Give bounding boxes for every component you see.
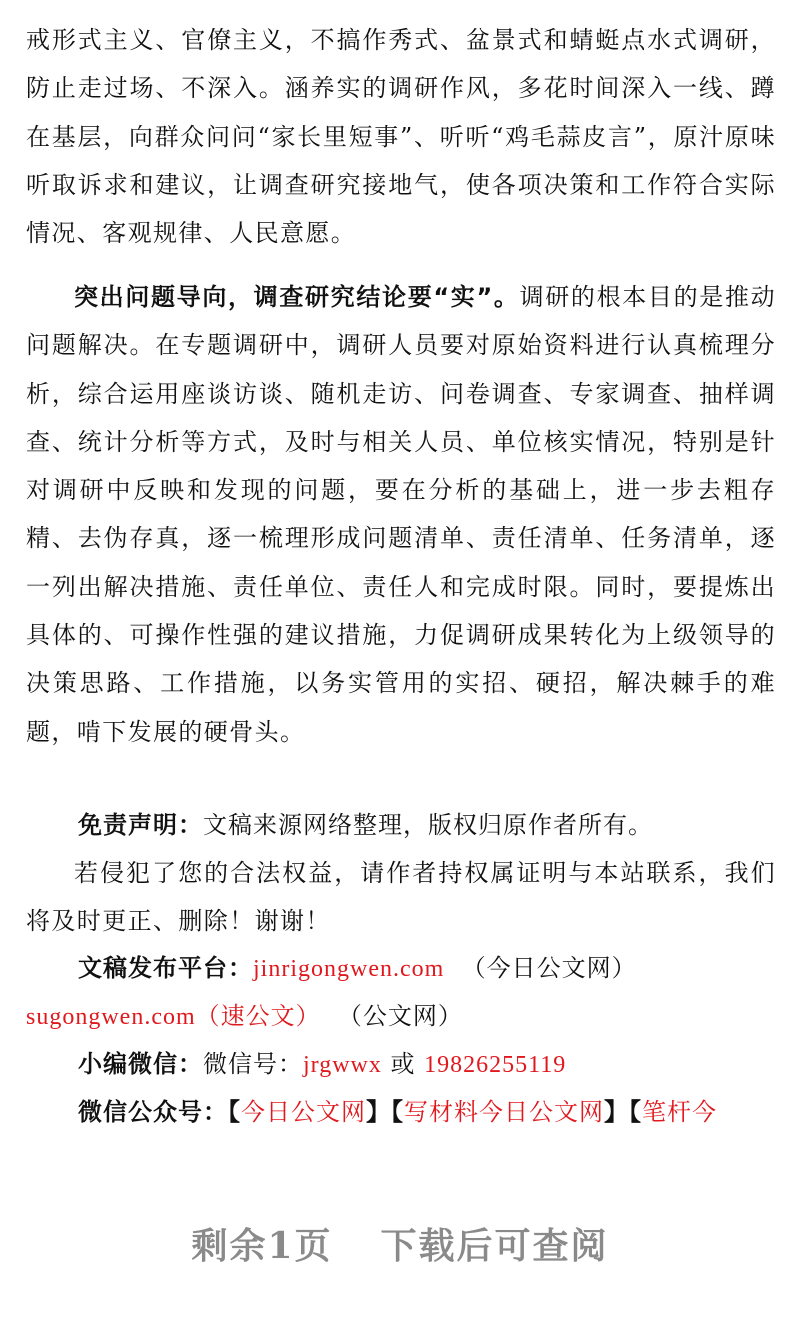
official-account-label: 微信公众号： [78, 1098, 228, 1126]
platform-site-name-1: （今日公文网） [461, 954, 637, 982]
disclaimer-contact: 若侵犯了您的合法权益，请作者持权属证明与本站联系，我们将及时更正、删除！谢谢！ [26, 859, 776, 936]
bracket-separator: 】【 [366, 1098, 404, 1126]
platform-label: 文稿发布平台： [78, 954, 253, 982]
wechat-label: 小编微信： [78, 1050, 203, 1078]
official-account-line [78, 1088, 717, 1137]
wechat-prefix: 微信号： [203, 1050, 303, 1078]
bracket-open: 【 [228, 1098, 241, 1126]
wechat-id: jrgwwx [303, 1052, 382, 1078]
platform-site-link-2[interactable]: sugongwen.com（速公文） [26, 1004, 321, 1030]
paragraph-text: 调研的根本目的是推动问题解决。在专题调研中，调研人员要对原始资料进行认真梳理分析，综合运用座谈访谈、随机走访、问卷调查、专家调查、抽样调查、统计分析等方式，及时与相关人员、单位核实情况，特别是针对调研中反映和发现的问题，要在分析的基础上，进一步去粗存精、去伪存真，逐一梳理形成问题清单、责任清单、任务清单，逐一列出解决措施、责任单位、责任人和完成时限。同时，要提炼出具体的、可操作性强的建议措施，力促调研成果转化为上级领导的决策思路、工作措施，以务实管用的实招、硬招，解决棘手的难题，啃下发展的硬骨头。 [26, 283, 777, 746]
disclaimer-contact-text [26, 849, 776, 946]
wechat-line [78, 1040, 566, 1089]
disclaimer-text: 文稿来源网络整理，版权归原作者所有。 [203, 811, 653, 839]
official-account-1[interactable]: 今日公文网 [241, 1100, 366, 1126]
body-paragraph-2 [26, 273, 776, 756]
official-account-3[interactable]: 笔杆今 [642, 1100, 717, 1126]
platform-line [78, 944, 637, 993]
body-paragraph-1 [26, 16, 776, 257]
remaining-pages-text: 剩余1页 [191, 1225, 333, 1267]
official-account-2[interactable]: 写材料今日公文网 [404, 1100, 604, 1126]
download-banner[interactable] [0, 1218, 800, 1269]
platform-site-name-2: （公文网） [337, 1002, 463, 1030]
wechat-or: 或 [390, 1050, 416, 1078]
download-prompt-text: 下载后可查阅 [380, 1225, 609, 1267]
platform-line-2 [26, 992, 463, 1041]
platform-site-link-1[interactable]: jinrigongwen.com [253, 956, 445, 982]
wechat-phone: 19826255119 [424, 1052, 567, 1078]
paragraph-text: 戒形式主义、官僚主义，不搞作秀式、盆景式和蜻蜓点水式调研，防止走过场、不深入。涵养实的调研作风，多花时间深入一线、蹲在基层，向群众问问“家长里短事”、听听“鸡毛蒜皮言”，原汁原味听取诉求和建议，让调查研究接地气，使各项决策和工作符合实际情况、客观规律、人民意愿。 [26, 26, 776, 248]
bracket-separator: 】【 [604, 1098, 642, 1126]
disclaimer-line [78, 801, 653, 849]
disclaimer-label: 免责声明： [78, 811, 203, 839]
paragraph-lead-heading: 突出问题导向，调查研究结论要“实”。 [74, 283, 520, 311]
